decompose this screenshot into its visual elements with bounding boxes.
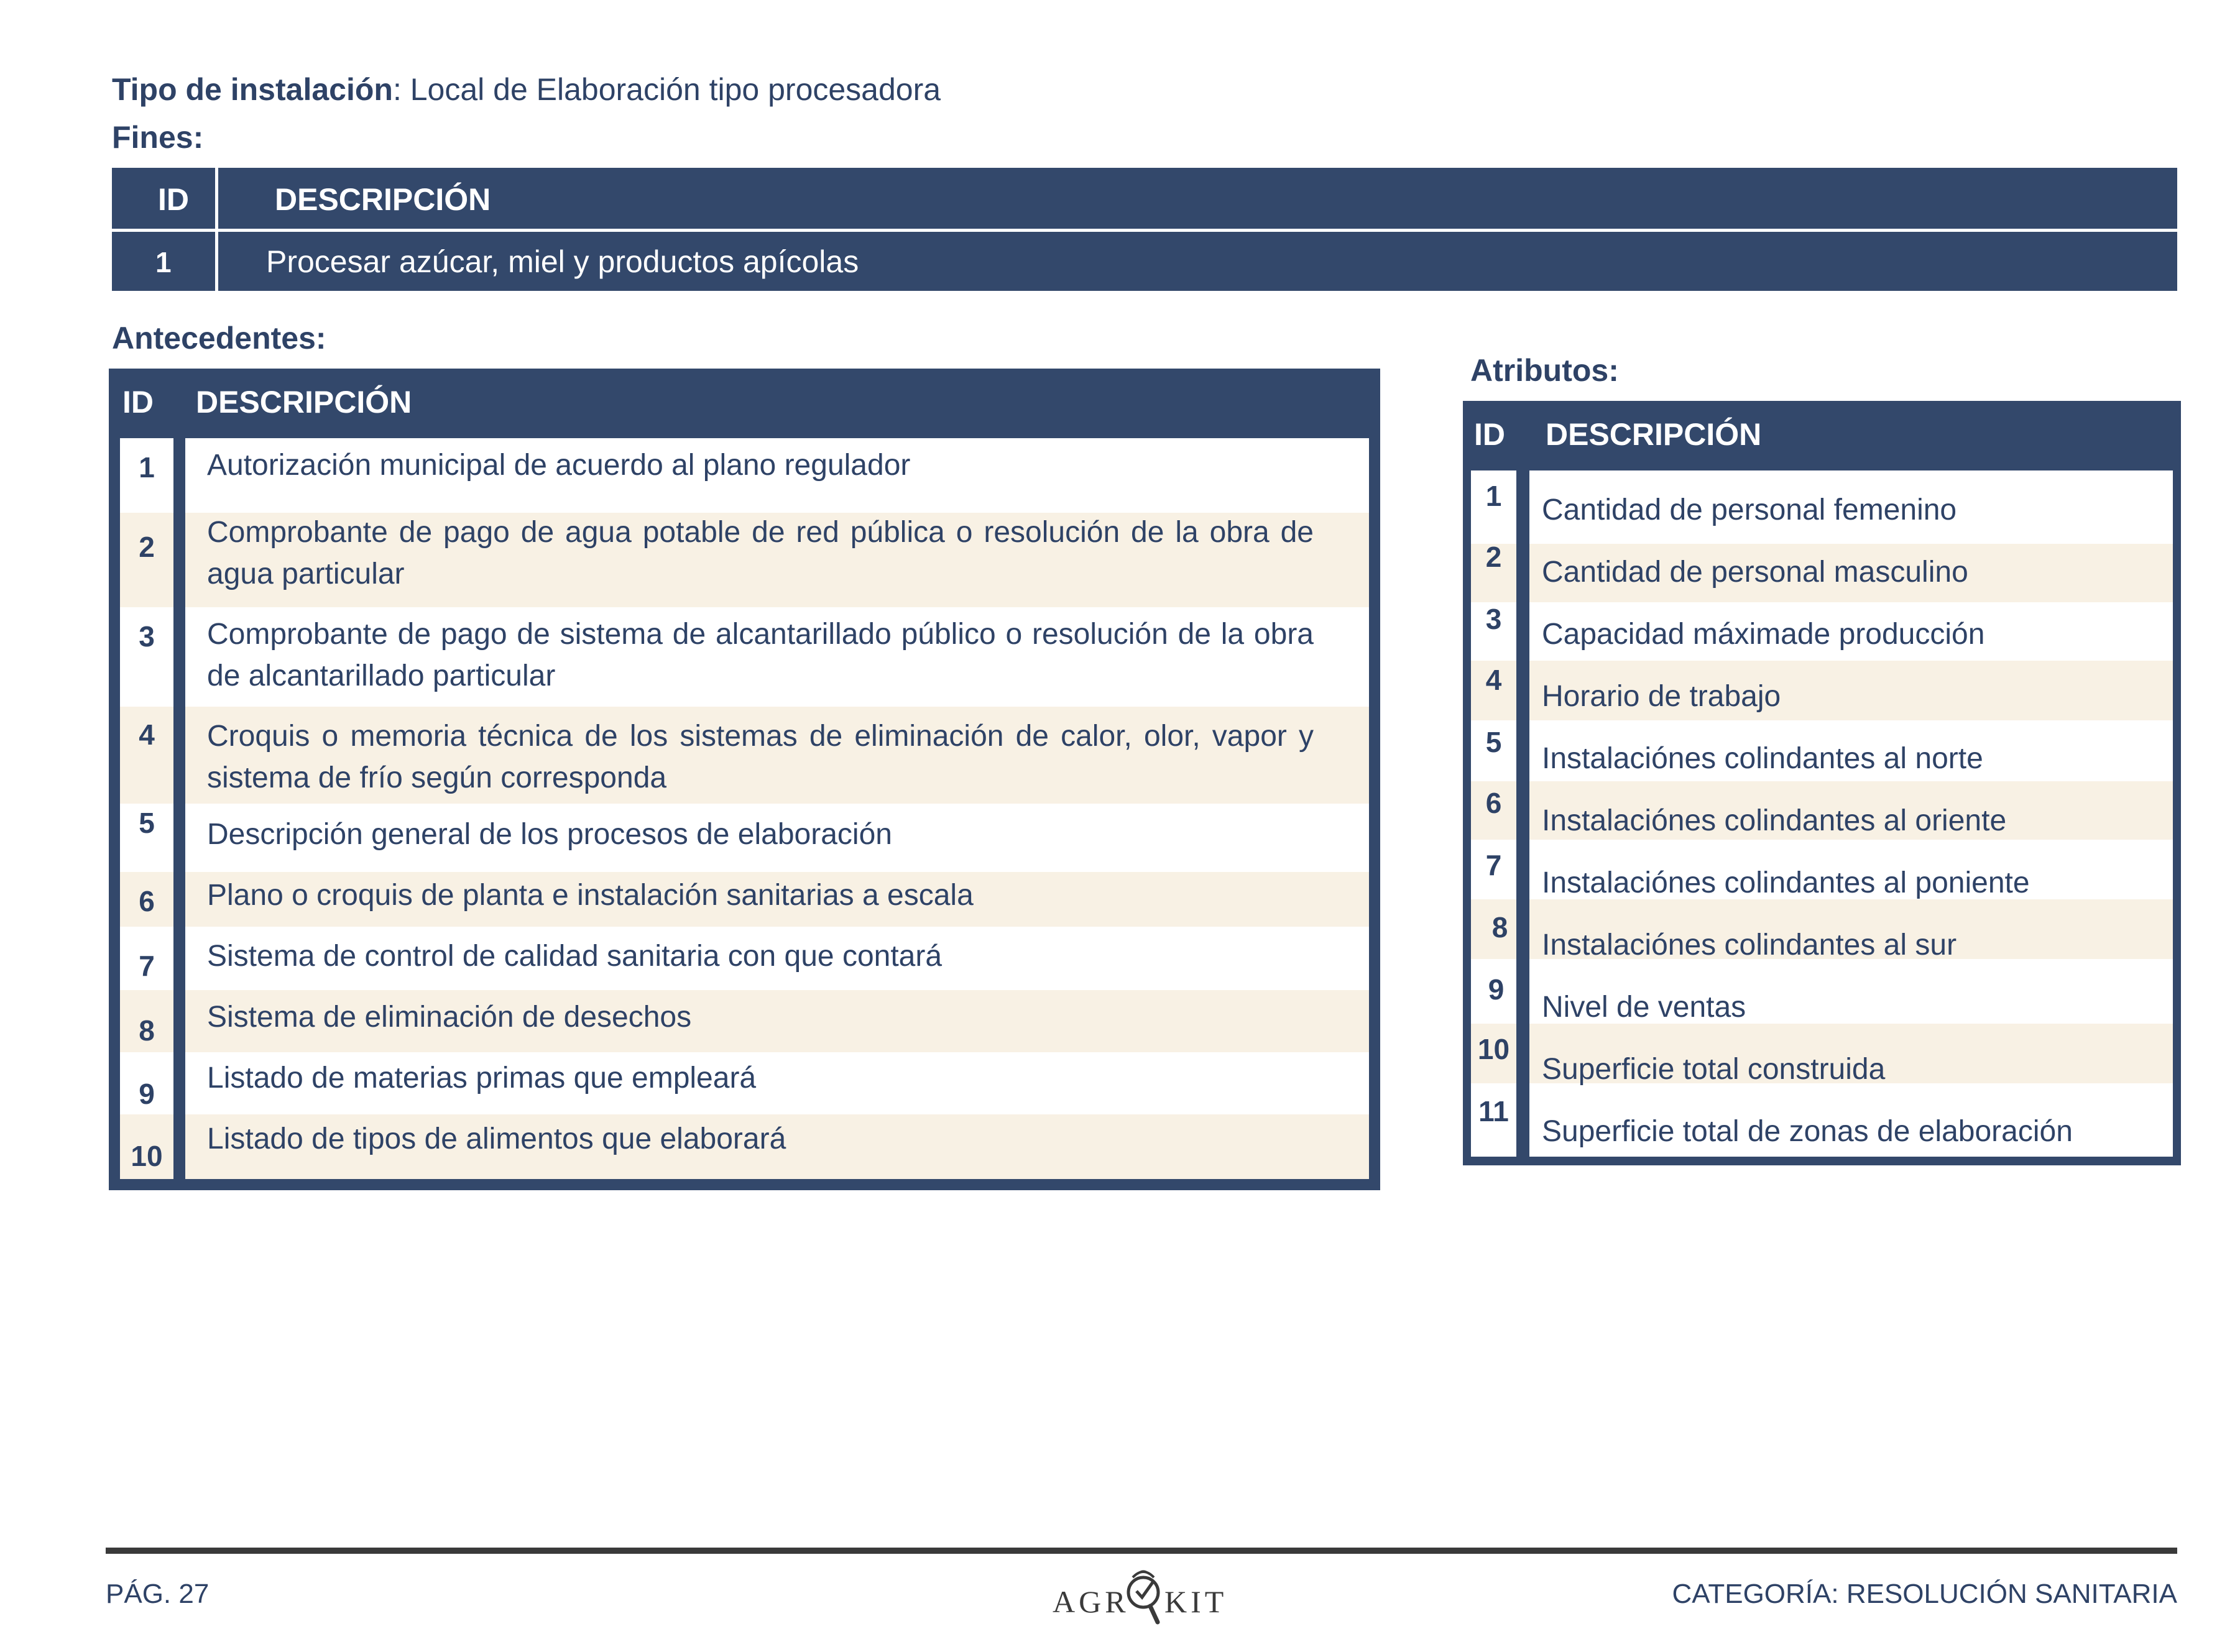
atributos-id: 4	[1485, 664, 1502, 696]
atributos-desc: Instalaciónes colindantes al sur	[1542, 929, 1957, 961]
installation-type-label: Tipo de instalación	[112, 72, 393, 107]
antecedentes-id: 9	[139, 1078, 155, 1110]
antecedentes-label: Antecedentes:	[112, 321, 326, 356]
fines-header-id: ID	[158, 182, 189, 217]
antecedentes-desc: Croquis o memoria técnica de los sistemas de eliminación de calor, olor, vapor y sistema de frío según corresponda	[207, 720, 1314, 794]
installation-type-value: : Local de Elaboración tipo procesadora	[392, 72, 941, 107]
antecedentes-id: 7	[139, 950, 155, 982]
antecedentes-desc: Comprobante de pago de sistema de alcantarillado público o resolución de la obra de alcantarillado particular	[207, 618, 1314, 692]
fines-row-id: 1	[155, 246, 172, 278]
atributos-desc: Capacidad máximade producción	[1542, 618, 1985, 651]
antecedentes-table	[109, 369, 1380, 1190]
antecedentes-desc: Sistema de control de calidad sanitaria con que contará	[207, 940, 943, 973]
antecedentes-desc: Listado de tipos de alimentos que elaborará	[207, 1122, 786, 1155]
atributos-desc: Cantidad de personal femenino	[1542, 493, 1957, 526]
atributos-desc: Cantidad de personal masculino	[1542, 556, 1968, 589]
atributos-id: 1	[1485, 480, 1502, 512]
atributos-id: 3	[1485, 603, 1502, 635]
antecedentes-id: 2	[139, 531, 155, 563]
atributos-id: 2	[1485, 541, 1502, 573]
antecedentes-desc: Sistema de eliminación de desechos	[207, 1001, 692, 1034]
antecedentes-id: 5	[139, 807, 155, 839]
atributos-desc: Horario de trabajo	[1542, 680, 1781, 713]
atributos-id: 6	[1485, 787, 1502, 819]
logo-text-left: AGR	[1053, 1584, 1130, 1619]
logo-text-right: KIT	[1164, 1584, 1228, 1619]
atributos-id: 8	[1491, 911, 1508, 943]
atributos-desc: Superficie total de zonas de elaboración	[1542, 1115, 2073, 1148]
fines-row-divider	[112, 229, 2177, 232]
magnifier-check-icon	[1125, 1560, 1164, 1628]
atributos-desc: Instalaciónes colindantes al norte	[1542, 742, 1983, 775]
atributos-header-id: ID	[1474, 417, 1505, 452]
antecedentes-desc: Plano o croquis de planta e instalación sanitarias a escala	[207, 879, 974, 912]
atributos-id: 11	[1478, 1095, 1509, 1127]
atributos-header-desc: DESCRIPCIÓN	[1546, 417, 1762, 452]
category-label: CATEGORÍA: RESOLUCIÓN SANITARIA	[1672, 1579, 2177, 1609]
antecedentes-desc: Descripción general de los procesos de elaboración	[207, 818, 892, 851]
atributos-desc: Superficie total construida	[1542, 1053, 1886, 1086]
antecedentes-desc: Listado de materias primas que empleará	[207, 1062, 757, 1094]
atributos-id-column	[1471, 470, 1516, 1157]
fines-row-desc: Procesar azúcar, miel y productos apícolas	[266, 244, 859, 279]
antecedentes-id: 3	[139, 620, 155, 653]
atributos-id: 7	[1485, 849, 1502, 881]
fines-header-desc: DESCRIPCIÓN	[275, 182, 491, 217]
footer-rule	[106, 1548, 2177, 1554]
antecedentes-id: 4	[139, 718, 155, 751]
antecedentes-desc-column	[185, 438, 1369, 1179]
atributos-id: 5	[1485, 726, 1502, 758]
antecedentes-desc: Autorización municipal de acuerdo al plano regulador	[207, 449, 911, 482]
atributos-table	[1463, 401, 2181, 1165]
antecedentes-id-column	[120, 438, 173, 1179]
atributos-desc-column	[1529, 470, 2173, 1157]
antecedentes-desc: Comprobante de pago de agua potable de red pública o resolución de la obra de agua particular	[207, 516, 1314, 590]
antecedentes-id: 6	[139, 885, 155, 917]
agrokit-logo	[1053, 1560, 1228, 1628]
atributos-id: 9	[1488, 973, 1505, 1006]
fines-label: Fines:	[112, 120, 204, 155]
atributos-desc: Instalaciónes colindantes al poniente	[1542, 866, 2030, 899]
installation-type	[112, 71, 941, 108]
atributos-id: 10	[1477, 1033, 1510, 1065]
antecedentes-id: 8	[139, 1014, 155, 1047]
atributos-desc: Instalaciónes colindantes al oriente	[1542, 804, 2007, 837]
antecedentes-id: 10	[131, 1140, 163, 1172]
atributos-desc: Nivel de ventas	[1542, 991, 1746, 1024]
antecedentes-header-id: ID	[122, 385, 154, 420]
fines-table	[112, 168, 2177, 291]
antecedentes-id: 1	[139, 451, 155, 484]
atributos-label: Atributos:	[1470, 353, 1619, 388]
antecedentes-header-desc: DESCRIPCIÓN	[196, 385, 412, 420]
page-number: PÁG. 27	[106, 1579, 210, 1609]
